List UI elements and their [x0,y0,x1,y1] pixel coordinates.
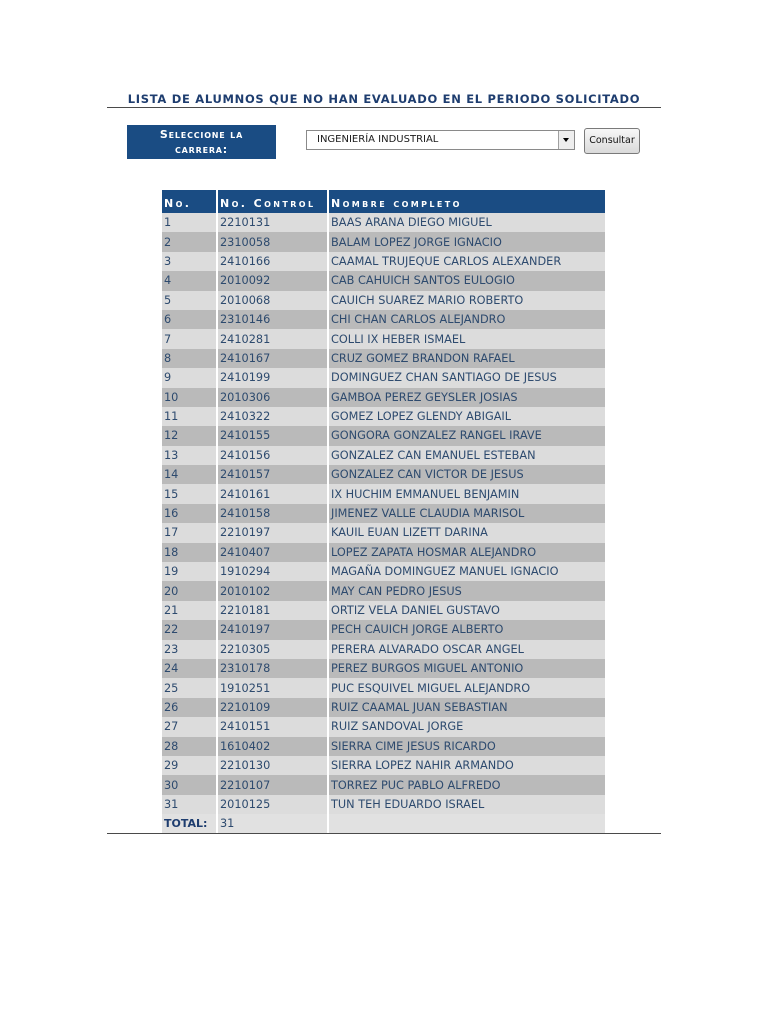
student-name-cell: JIMENEZ VALLE CLAUDIA MARISOL [327,504,605,523]
row-number-cell: 26 [162,698,216,717]
student-name-cell: COLLI IX HEBER ISMAEL [327,329,605,348]
table-row [162,795,605,814]
row-number-cell: 18 [162,543,216,562]
control-number-cell: 2410151 [216,717,327,736]
career-select-value: INGENIERÍA INDUSTRIAL [317,134,439,145]
row-number-cell: 29 [162,756,216,775]
student-name-cell: CAAMAL TRUJEQUE CARLOS ALEXANDER [327,252,605,271]
row-number-cell: 13 [162,446,216,465]
students-table [162,190,605,833]
table-row [162,271,605,290]
student-name-cell: RUIZ SANDOVAL JORGE [327,717,605,736]
table-row [162,659,605,678]
control-number-cell: 2310178 [216,659,327,678]
table-row [162,543,605,562]
student-name-cell: PECH CAUICH JORGE ALBERTO [327,620,605,639]
table-row [162,523,605,542]
control-number-cell: 2410199 [216,368,327,387]
row-number-cell: 19 [162,562,216,581]
row-number-cell: 20 [162,581,216,600]
table-row [162,620,605,639]
row-number-cell: 22 [162,620,216,639]
control-number-cell: 2210305 [216,640,327,659]
control-number-cell: 2410407 [216,543,327,562]
table-row [162,310,605,329]
student-name-cell: MAGAÑA DOMINGUEZ MANUEL IGNACIO [327,562,605,581]
control-number-cell: 2210181 [216,601,327,620]
control-number-cell: 2010068 [216,291,327,310]
table-row [162,698,605,717]
control-number-cell: 2310058 [216,232,327,251]
student-name-cell: LOPEZ ZAPATA HOSMAR ALEJANDRO [327,543,605,562]
row-number-cell: 15 [162,484,216,503]
table-row [162,426,605,445]
student-name-cell: KAUIL EUAN LIZETT DARINA [327,523,605,542]
student-name-cell: IX HUCHIM EMMANUEL BENJAMIN [327,484,605,503]
row-number-cell: 1 [162,213,216,232]
table-row [162,407,605,426]
student-name-cell: SIERRA CIME JESUS RICARDO [327,737,605,756]
table-row [162,465,605,484]
control-number-cell: 2010102 [216,581,327,600]
career-select-arrow-button[interactable] [558,131,574,149]
row-number-cell: 5 [162,291,216,310]
student-name-cell: GONZALEZ CAN EMANUEL ESTEBAN [327,446,605,465]
row-number-cell: 4 [162,271,216,290]
control-number-cell: 2410157 [216,465,327,484]
student-name-cell: BAAS ARANA DIEGO MIGUEL [327,213,605,232]
table-row [162,368,605,387]
student-name-cell: CAB CAHUICH SANTOS EULOGIO [327,271,605,290]
table-row [162,737,605,756]
row-number-cell: 9 [162,368,216,387]
table-row [162,640,605,659]
table-row [162,601,605,620]
student-name-cell: PEREZ BURGOS MIGUEL ANTONIO [327,659,605,678]
control-number-cell: 2210130 [216,756,327,775]
row-number-cell: 14 [162,465,216,484]
title-divider [107,107,661,108]
table-row [162,756,605,775]
control-number-cell: 2210107 [216,775,327,794]
consult-button[interactable]: Consultar [584,128,640,154]
control-number-cell: 1610402 [216,737,327,756]
row-number-cell: 28 [162,737,216,756]
control-number-cell: 2010306 [216,388,327,407]
control-number-cell: 2210131 [216,213,327,232]
career-select[interactable] [306,130,575,150]
table-row [162,775,605,794]
table-row [162,562,605,581]
control-number-cell: 2010125 [216,795,327,814]
page-title: LISTA DE ALUMNOS QUE NO HAN EVALUADO EN EL PERIODO SOLICITADO [127,92,641,106]
table-row [162,349,605,368]
student-name-cell: GONZALEZ CAN VICTOR DE JESUS [327,465,605,484]
table-header-row [162,190,605,213]
control-number-cell: 2410322 [216,407,327,426]
total-value: 31 [216,814,327,833]
student-name-cell: PERERA ALVARADO OSCAR ANGEL [327,640,605,659]
career-select-label: Seleccione la carrera: [127,125,276,159]
table-row [162,213,605,232]
control-number-cell: 2410281 [216,329,327,348]
row-number-cell: 16 [162,504,216,523]
control-number-cell: 1910294 [216,562,327,581]
control-number-cell: 2410161 [216,484,327,503]
student-name-cell: GOMEZ LOPEZ GLENDY ABIGAIL [327,407,605,426]
chevron-down-icon [563,138,569,142]
row-number-cell: 6 [162,310,216,329]
control-number-cell: 2310146 [216,310,327,329]
table-row [162,329,605,348]
table-row [162,717,605,736]
student-name-cell: GONGORA GONZALEZ RANGEL IRAVE [327,426,605,445]
control-number-cell: 2410167 [216,349,327,368]
student-name-cell: BALAM LOPEZ JORGE IGNACIO [327,232,605,251]
control-number-cell: 2410156 [216,446,327,465]
row-number-cell: 31 [162,795,216,814]
control-number-cell: 2410155 [216,426,327,445]
row-number-cell: 24 [162,659,216,678]
total-label: TOTAL: [162,814,216,833]
control-number-cell: 2410166 [216,252,327,271]
student-name-cell: CRUZ GOMEZ BRANDON RAFAEL [327,349,605,368]
row-number-cell: 21 [162,601,216,620]
row-number-cell: 17 [162,523,216,542]
control-number-cell: 1910251 [216,678,327,697]
bottom-divider [107,833,661,834]
table-row [162,388,605,407]
student-name-cell: CAUICH SUAREZ MARIO ROBERTO [327,291,605,310]
header-control-number: No. Control [216,190,327,213]
control-number-cell: 2010092 [216,271,327,290]
total-row-filler [327,814,605,833]
student-name-cell: SIERRA LOPEZ NAHIR ARMANDO [327,756,605,775]
control-number-cell: 2410197 [216,620,327,639]
student-name-cell: RUIZ CAAMAL JUAN SEBASTIAN [327,698,605,717]
table-row [162,252,605,271]
student-name-cell: MAY CAN PEDRO JESUS [327,581,605,600]
row-number-cell: 27 [162,717,216,736]
table-row [162,484,605,503]
row-number-cell: 30 [162,775,216,794]
row-number-cell: 3 [162,252,216,271]
table-row [162,291,605,310]
header-full-name: Nombre completo [327,190,605,213]
row-number-cell: 10 [162,388,216,407]
table-row [162,232,605,251]
control-number-cell: 2210109 [216,698,327,717]
table-row [162,581,605,600]
row-number-cell: 12 [162,426,216,445]
student-name-cell: GAMBOA PEREZ GEYSLER JOSIAS [327,388,605,407]
row-number-cell: 25 [162,678,216,697]
control-number-cell: 2210197 [216,523,327,542]
row-number-cell: 11 [162,407,216,426]
table-row [162,678,605,697]
row-number-cell: 2 [162,232,216,251]
student-name-cell: TORREZ PUC PABLO ALFREDO [327,775,605,794]
row-number-cell: 8 [162,349,216,368]
table-row [162,504,605,523]
student-name-cell: PUC ESQUIVEL MIGUEL ALEJANDRO [327,678,605,697]
header-no: No. [162,190,216,213]
table-row [162,446,605,465]
student-name-cell: DOMINGUEZ CHAN SANTIAGO DE JESUS [327,368,605,387]
control-number-cell: 2410158 [216,504,327,523]
student-name-cell: CHI CHAN CARLOS ALEJANDRO [327,310,605,329]
table-total-row [162,814,605,833]
row-number-cell: 7 [162,329,216,348]
student-name-cell: ORTIZ VELA DANIEL GUSTAVO [327,601,605,620]
row-number-cell: 23 [162,640,216,659]
student-name-cell: TUN TEH EDUARDO ISRAEL [327,795,605,814]
